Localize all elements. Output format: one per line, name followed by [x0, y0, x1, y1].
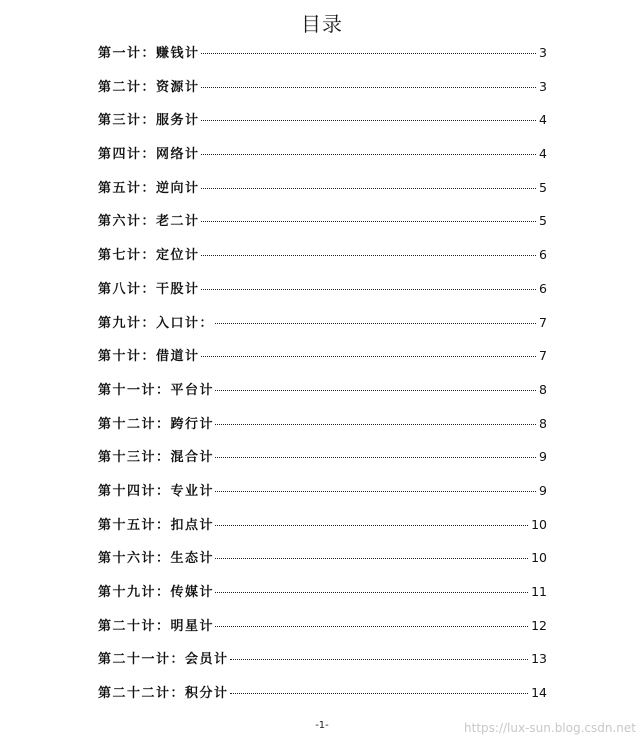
- toc-entry-label: 第十三计：混合计: [98, 450, 215, 466]
- toc-dot-leader: [215, 591, 528, 593]
- toc-entry[interactable]: [98, 380, 547, 414]
- toc-entry-page-number: 9: [539, 482, 547, 498]
- toc-entry[interactable]: [98, 279, 547, 313]
- toc-dot-leader: [215, 456, 536, 458]
- toc-entry-label: 第十计：借道计: [98, 349, 200, 365]
- toc-entry-page-number: 14: [531, 685, 547, 701]
- toc-entry[interactable]: [98, 447, 547, 481]
- watermark: https://lux-sun.blog.csdn.net: [464, 721, 636, 735]
- toc-dot-leader: [201, 220, 536, 222]
- toc-list: [98, 43, 547, 717]
- toc-dot-leader: [201, 153, 536, 155]
- toc-entry-page-number: 11: [531, 584, 547, 599]
- toc-entry-label: 第十二计：跨行计: [98, 416, 215, 432]
- toc-dot-leader: [230, 658, 529, 660]
- toc-entry[interactable]: [98, 43, 547, 77]
- toc-entry-page-number: 5: [539, 213, 547, 229]
- toc-dot-leader: [201, 119, 536, 121]
- page-number: -1-: [315, 720, 329, 731]
- toc-entry[interactable]: [98, 245, 547, 279]
- toc-entry-page-number: 8: [539, 381, 547, 397]
- toc-entry-page-number: 10: [531, 516, 547, 532]
- toc-entry-page-number: 13: [531, 651, 547, 667]
- toc-entry-page-number: 12: [531, 617, 547, 633]
- toc-entry-page-number: 5: [539, 179, 547, 195]
- toc-entry-page-number: 4: [539, 112, 547, 128]
- toc-dot-leader: [201, 86, 536, 88]
- toc-entry-label: 第九计：入口计：: [98, 315, 215, 331]
- toc-entry-label: 第十五计：扣点计: [98, 517, 215, 533]
- toc-entry-label: 第十九计：传媒计: [98, 585, 215, 600]
- toc-entry-label: 第二十二计：积分计: [98, 686, 229, 702]
- toc-dot-leader: [215, 389, 536, 391]
- toc-entry[interactable]: [98, 346, 547, 380]
- toc-entry[interactable]: [98, 481, 547, 515]
- toc-entry[interactable]: [98, 582, 547, 616]
- toc-entry[interactable]: [98, 515, 547, 549]
- toc-dot-leader: [215, 524, 528, 526]
- toc-entry-label: 第十一计：平台计: [98, 382, 215, 398]
- toc-dot-leader: [215, 557, 528, 559]
- toc-entry[interactable]: [98, 211, 547, 245]
- toc-entry-label: 第七计：定位计: [98, 248, 200, 264]
- toc-entry-page-number: 9: [539, 449, 547, 465]
- toc-entry-label: 第一计：赚钱计: [98, 46, 200, 61]
- toc-entry-label: 第二十计：明星计: [98, 618, 215, 634]
- toc-entry-page-number: 6: [539, 280, 547, 296]
- toc-dot-leader: [201, 355, 536, 357]
- toc-entry-page-number: 3: [539, 78, 547, 94]
- toc-dot-leader: [201, 254, 536, 256]
- toc-entry-page-number: 7: [539, 314, 547, 330]
- toc-entry[interactable]: [98, 178, 547, 212]
- toc-entry-page-number: 10: [531, 550, 547, 566]
- toc-entry-page-number: 4: [539, 146, 547, 162]
- toc-entry-label: 第二十一计：会员计: [98, 652, 229, 668]
- toc-entry[interactable]: [98, 414, 547, 448]
- toc-entry-page-number: 6: [539, 247, 547, 263]
- toc-entry-page-number: 8: [539, 415, 547, 431]
- toc-entry-page-number: 7: [539, 348, 547, 364]
- toc-entry[interactable]: [98, 683, 547, 717]
- toc-entry[interactable]: [98, 616, 547, 650]
- toc-entry-label: 第八计：干股计: [98, 281, 200, 297]
- toc-dot-leader: [215, 490, 536, 492]
- toc-dot-leader: [201, 288, 536, 290]
- toc-entry-label: 第四计：网络计: [98, 147, 200, 163]
- toc-entry[interactable]: [98, 77, 547, 111]
- toc-entry[interactable]: [98, 144, 547, 178]
- toc-dot-leader: [201, 187, 536, 189]
- toc-entry-label: 第二计：资源计: [98, 79, 200, 95]
- toc-dot-leader: [230, 692, 529, 694]
- toc-entry-label: 第三计：服务计: [98, 113, 200, 129]
- toc-entry-label: 第五计：逆向计: [98, 180, 200, 196]
- toc-dot-leader: [201, 52, 536, 54]
- toc-dot-leader: [215, 423, 536, 425]
- toc-entry[interactable]: [98, 548, 547, 582]
- toc-entry[interactable]: [98, 110, 547, 144]
- toc-entry[interactable]: [98, 649, 547, 683]
- toc-entry-label: 第十四计：专业计: [98, 483, 215, 499]
- toc-entry-label: 第十六计：生态计: [98, 551, 215, 567]
- toc-entry-page-number: 3: [539, 45, 547, 60]
- toc-dot-leader: [215, 322, 536, 324]
- toc-dot-leader: [215, 625, 528, 627]
- toc-entry-label: 第六计：老二计: [98, 214, 200, 230]
- toc-title: 目录: [301, 12, 343, 36]
- toc-entry[interactable]: [98, 313, 547, 347]
